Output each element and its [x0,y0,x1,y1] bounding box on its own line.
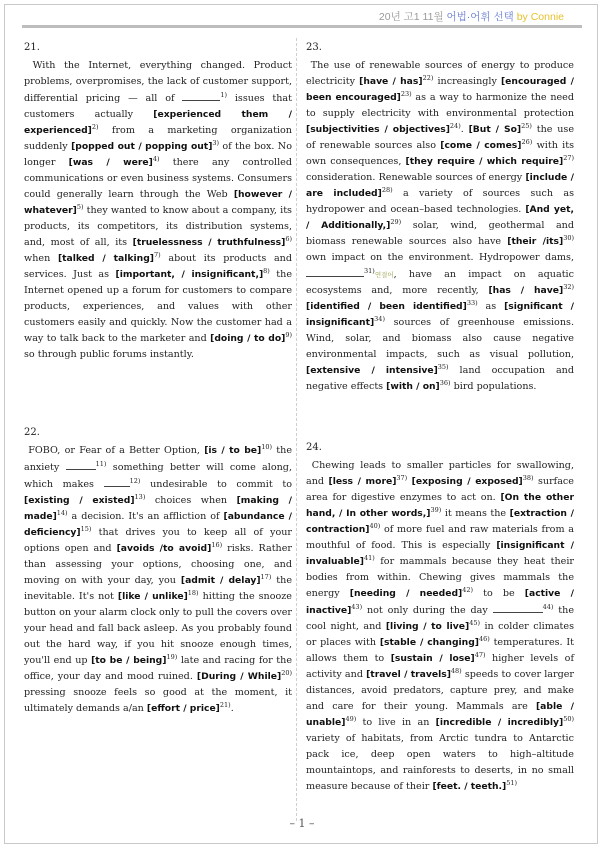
choice-24: [subjectivities / objectives] [306,124,450,135]
choice-42: [needing / needed] [349,588,463,599]
header-prefix: 20년 고1 11월 [378,11,447,23]
choice-2: [experienced them / experienced] [24,109,292,136]
choice-34: [significant / insignificant] [306,301,574,328]
choice-16: [avoids /to avoid] [116,543,212,554]
header-author: by Connie [516,11,564,23]
choice-20: [During / While] [196,671,282,682]
question-23 [306,40,574,395]
header-topic: 어법·어휘 선택 [446,11,517,23]
choice-21: [effort / price] [146,703,220,714]
blank-12 [104,476,130,487]
passage-21: With the Internet, everything changed. Product problems, overpromises, the lack of customer support, differential pricing — all of $^{1)}$ issues that customers actually [experienced them / experienced]$^{2)}$ from a marketing organization suddenly [popped out / popping out]$^{3)}$ of the box. No longer [was / were]$^{4)}$ there any controlled communications or even business systems. Consumers could generally learn through the Web [however / whatever]$^{5)}$ they wanted to know about a company, its products, its competitors, its distribution systems, and, most of all, its [truelessness / truthfulness]$^{6)}$ when [talked / talking]$^{7)}$ about its products and services. Just as [important, / insignificant,]$^{8)}$ the Internet opened up a forum for customers to compare products, experiences, and values with other customers easily and quickly. Now the customer had a way to talk back to the marketer and [doing / to do]$^{9)}$ so through public forums instantly. [24,60,293,360]
hint-note: 연결어 [374,271,394,279]
choice-35: [extensive / intensive] [306,365,438,376]
choice-33: [identified / been identified] [306,301,467,312]
choice-49: [able / unable] [306,701,574,728]
choice-22: [have / has] [359,76,423,87]
choice-48: [travel / travels] [366,669,451,680]
choice-45: [living / to live] [385,621,470,632]
page-number: – 1 – [289,817,315,830]
question-22 [24,425,292,717]
choice-14: [making / made] [24,495,293,522]
choice-25: [But / So] [468,124,522,135]
choice-38: [exposing / exposed] [411,476,523,487]
choice-47: [sustain / lose] [390,653,475,664]
choice-3: [popped out / popping out] [71,141,213,152]
passage-22: FOBO, or Fear of a Better Option, [is / to be]$^{10)}$ the anxiety $^{11)}$ something better will come along, which makes $^{12)}$ undesirable to commit to [existing / existed]$^{13)}$ choices when [making / made]$^{14)}$ a decision. It's an affliction of [abundance / deficiency]$^{15)}$ that drives you to keep all of your options open and [avoids /to avoid]$^{16)}$ risks. Rather than assessing your options, choosing one, and moving on with your day, you [admit / delay]$^{17)}$ the inevitable. It's not [like / unlike]$^{18)}$ hitting the snooze button on your alarm clock only to pull the covers over your head and fall back asleep. As you probably found out the hard way, if you hit snooze enough times, you'll end up [to be / being]$^{19)}$ late and racing for the office, your day and mood ruined. [During / While]$^{20)}$ pressing snooze feels so good at the moment, it ultimately demands a/an [effort / price]$^{21)}$. [24,442,293,714]
choice-37: [less / more] [328,476,397,487]
question-24 [306,440,574,795]
blank-44 [493,602,543,613]
choice-5: [however / whatever] [24,189,293,216]
choice-19: [to be / being] [91,655,167,666]
choice-29: [And yet, / Additionally,] [306,204,574,231]
choice-32: [has / have] [488,285,564,296]
choice-15: [abundance / deficiency] [24,511,292,538]
choice-7: [talked / talking] [57,253,154,264]
choice-46: [stable / changing] [379,637,479,648]
choice-28: [include / are included] [306,172,574,199]
question-number: 21. [24,42,40,53]
choice-41: [insignificant / invaluable] [306,540,574,567]
blank-11 [66,459,96,470]
passage-24: Chewing leads to smaller particles for swallowing, and [less / more]$^{37)}$ [exposing / exposed]$^{38)}$ surface area for digestive enzymes to act on. [On the other hand, / In other words,]$^{39)}$ it means the [extraction / contraction]$^{40)}$ of more fuel and raw materials from a mouthful of food. This is especially [insignificant / invaluable]$^{41)}$ for mammals because they heat their bodies from within. Chewing gives mammals the energy [needing / needed]$^{42)}$ to be [active / inactive]$^{43)}$ not only during the day $^{44)}$ the cool night, and [living / to live]$^{45)}$ in colder climates or places with [stable / changing]$^{46)}$ temperatures. It allows them to [sustain / lose]$^{47)}$ higher levels of activity and [travel / travels]$^{48)}$ speeds to cover larger distances, avoid predators, capture prey, and make and care for their young. Mammals are [able / unable]$^{49)}$ to live in an [incredible / incredibly]$^{50)}$ variety of habitats, from Arctic tundra to Antarctic pack ice, deep open waters to high–altitude mountaintops, and rainforests to deserts, in no small measure because of their [feet. / teeth.]$^{51)}$ [306,460,575,792]
choice-39: [On the other hand, / In other words,] [306,492,574,519]
blank-31 [306,266,364,277]
choice-30: [their /its] [507,236,564,247]
header-rule [22,25,582,28]
choice-18: [like / unlike] [117,591,188,602]
question-number: 24. [306,442,322,453]
choice-4: [was / were] [68,157,153,168]
choice-17: [admit / delay] [180,575,261,586]
choice-13: [existing / existed] [24,495,135,506]
choice-23: [encouraged / been encouraged] [306,76,574,103]
choice-10: [is / to be] [204,445,262,456]
choice-51: [feet. / teeth.] [432,781,507,792]
choice-36: [with / on] [386,381,440,392]
column-divider [296,38,297,821]
blank-1 [182,90,220,101]
choice-27: [they require / which require] [405,156,564,167]
question-number: 23. [306,42,322,53]
choice-9: [doing / to do] [210,333,286,344]
choice-50: [incredible / incredibly] [435,717,564,728]
question-number: 22. [24,427,40,438]
choice-26: [come / comes] [440,140,522,151]
choice-8: [important, / insignificant,] [115,269,264,280]
choice-6: [truelessness / truthfulness] [132,237,286,248]
choice-40: [extraction / contraction] [306,508,575,535]
passage-23: The use of renewable sources of energy to produce electricity [have / has]$^{22)}$ increasingly [encouraged / been encouraged]$^{23)}$ as a way to harmonize the need to supply electricity with environmental protection [subjectivities / objectives]$^{24)}$. [But / So]$^{25)}$ the use of renewable sources also [come / comes]$^{26)}$ with its own consequences, [they require / which require]$^{27)}$ consideration. Renewable sources of energy [include / are included]$^{28)}$ a variety of sources such as hydropower and ocean–based technologies. [And yet, / Additionally,]$^{29)}$ solar, wind, geothermal and biomass renewable sources also have [their /its]$^{30)}$ own impact on the environment. Hydropower dams, $^{31)}$연결어, have an impact on aquatic ecosystems and, more recently, [has / have]$^{32)}$ [identified / been identified]$^{33)}$ as [significant / insignificant]$^{34)}$ sources of greenhouse emissions. Wind, solar, and biomass also cause negative environmental impacts, such as visual pollution, [extensive / intensive]$^{35)}$ land occupation and negative effects [with / on]$^{36)}$ bird populations. [306,60,575,392]
choice-43: [active / inactive] [306,588,574,616]
question-21 [24,40,292,363]
page-header [379,9,564,24]
